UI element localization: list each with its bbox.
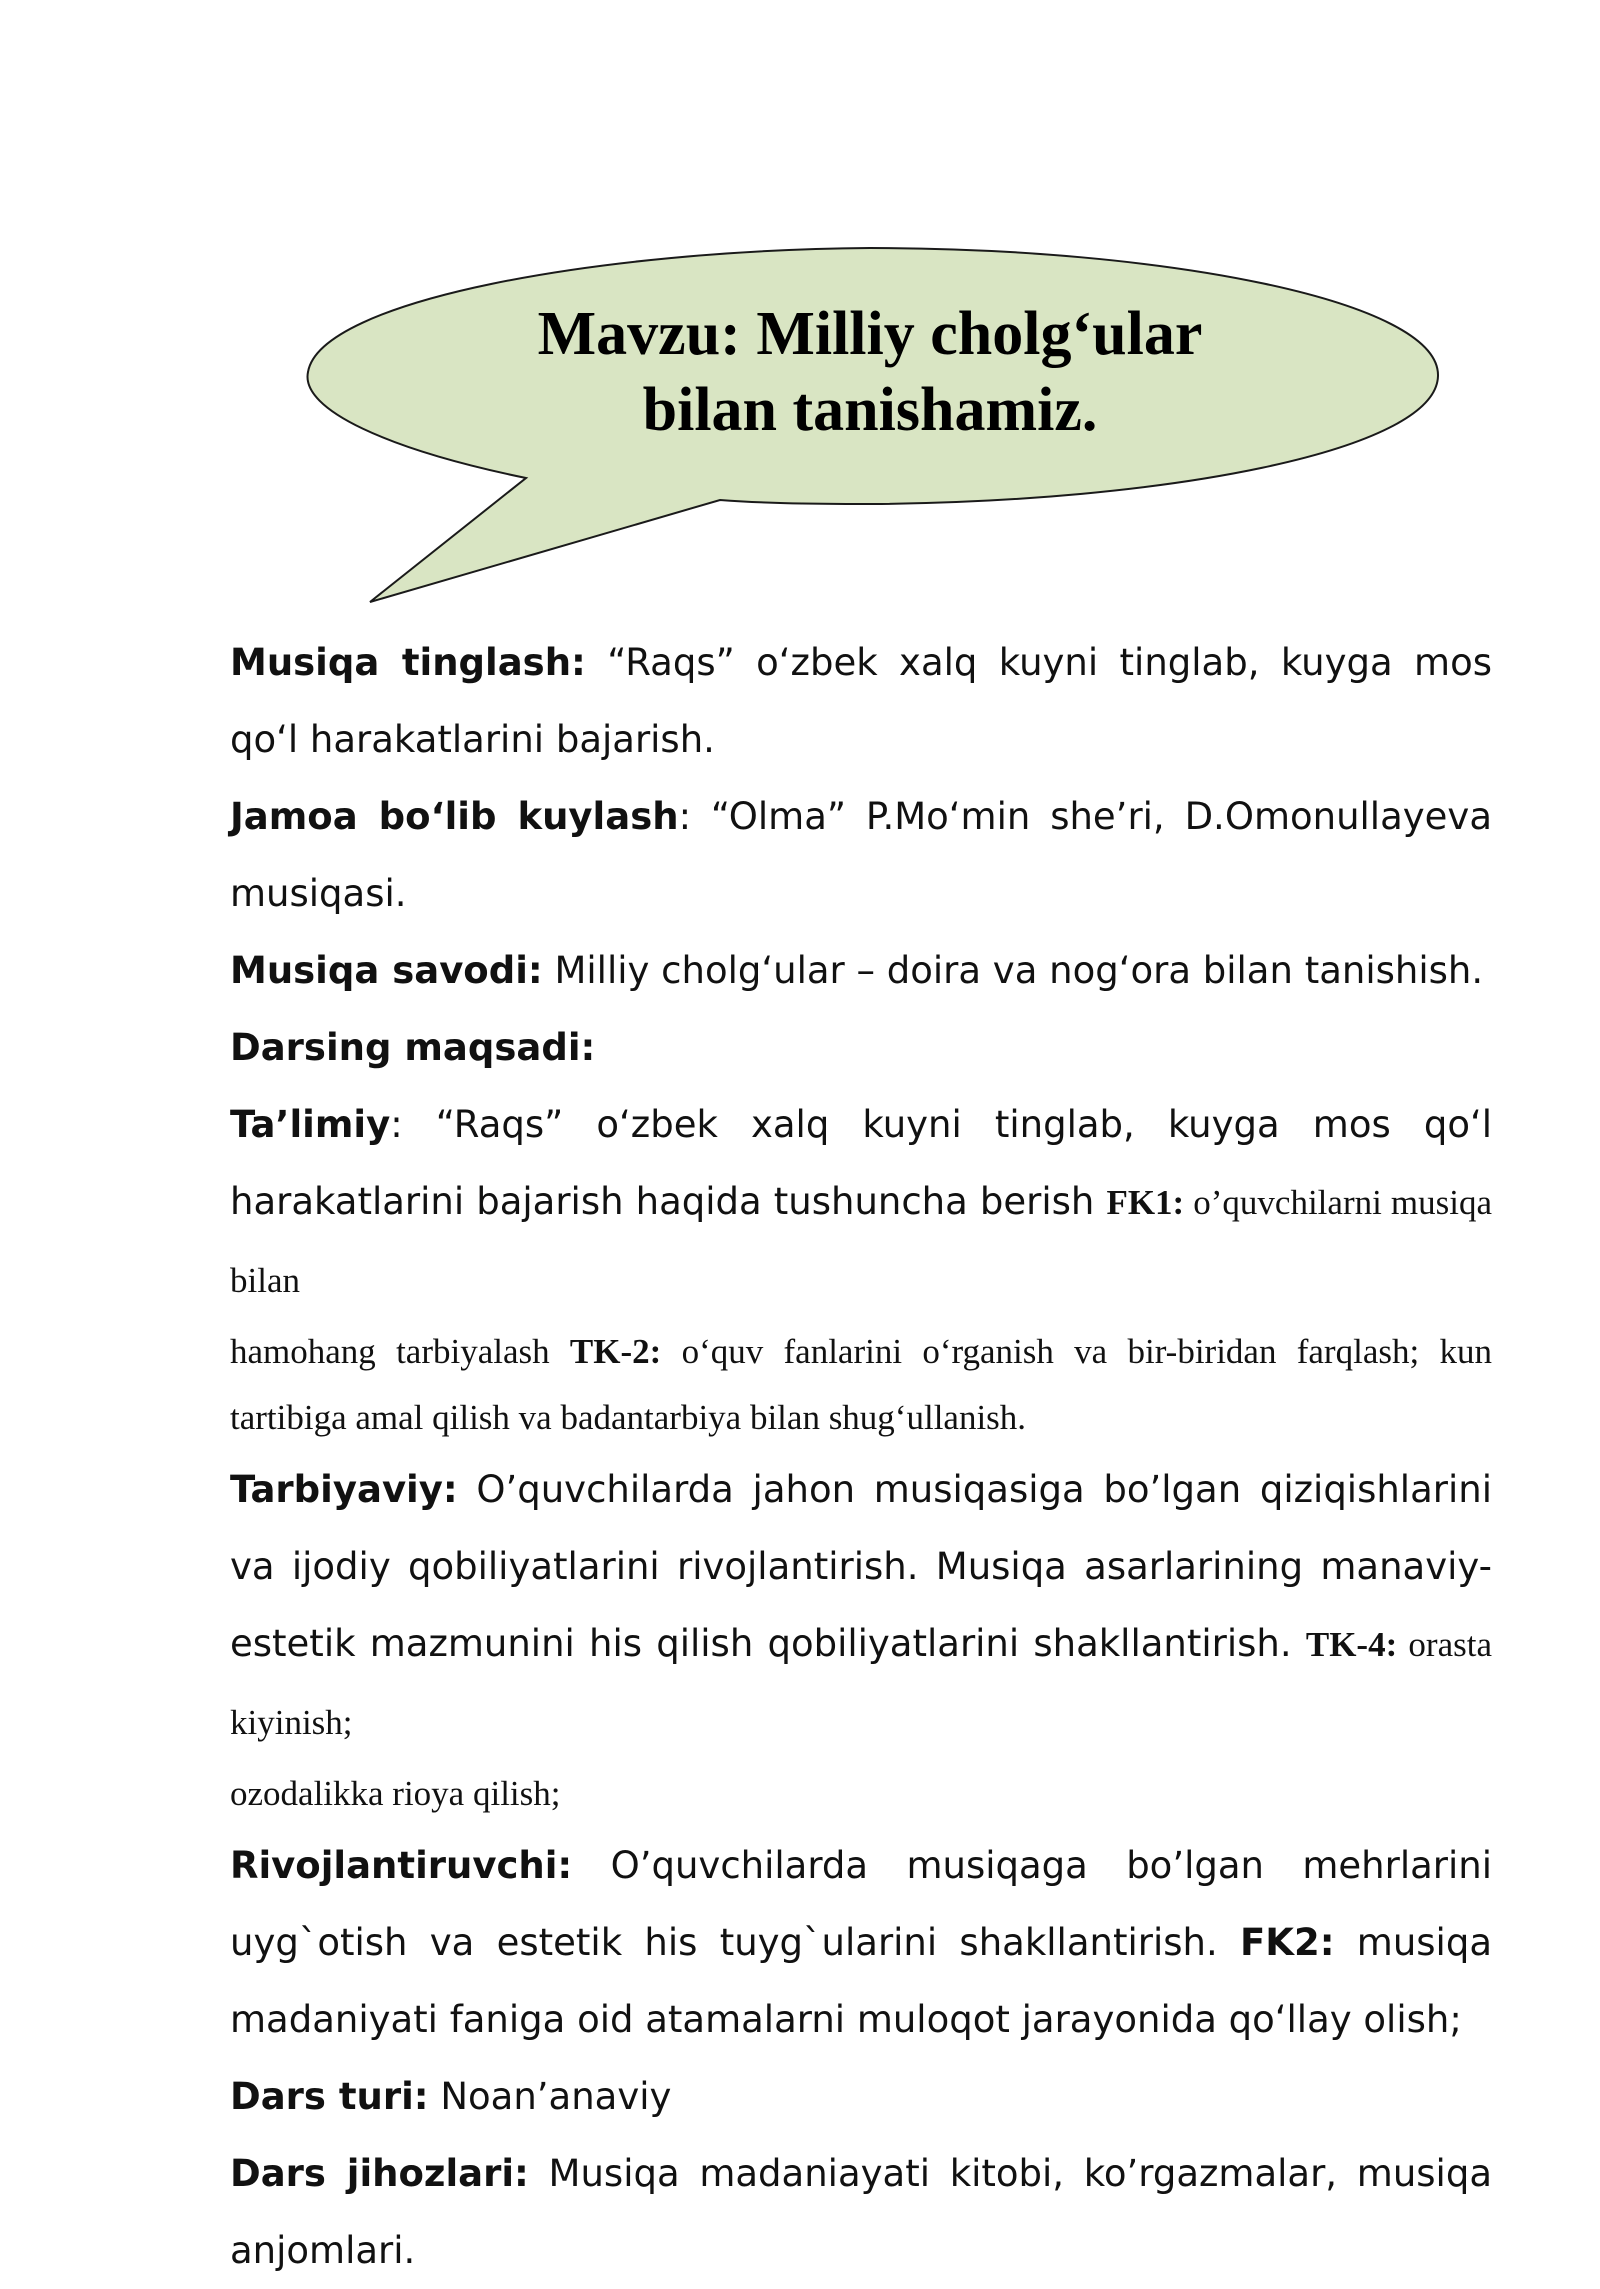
section-tinglash bbox=[230, 624, 1492, 778]
section-talimiy bbox=[230, 1086, 1492, 1319]
label-tk2: TK-2: bbox=[569, 1332, 662, 1371]
label-savod: Musiqa savodi: bbox=[230, 949, 543, 992]
section-tarbiyaviy-cont bbox=[230, 1761, 1492, 1827]
label-fk1: FK1: bbox=[1106, 1183, 1185, 1222]
text-tarbiyaviy: O’quvchilarda jahon musiqasiga bo’lgan qiziqishlarini va ijodiy qobiliyatlarini rivojlantirish. Musiqa asarlarining manaviy-estetik mazmunini his qilish qobiliyatlarini shakllantirish. bbox=[230, 1468, 1492, 1665]
colon-kuylash: : bbox=[678, 795, 692, 838]
text-fk1: o’quvchilarni musiqa bilan bbox=[230, 1183, 1492, 1300]
text-fk2: musiqa madaniyati faniga oid atamalarni muloqot jarayonida qo‘llay olish; bbox=[230, 1921, 1492, 2041]
section-jihozlar bbox=[230, 2135, 1492, 2289]
lesson-title bbox=[470, 296, 1270, 448]
label-kuylash: Jamoa bo‘lib kuylash bbox=[230, 795, 679, 838]
label-maqsad: Darsing maqsadi: bbox=[230, 1026, 596, 1069]
text-turi: Noan’anaviy bbox=[428, 2075, 672, 2118]
label-rivojlantiruvchi: Rivojlantiruvchi: bbox=[230, 1844, 573, 1887]
label-fk2: FK2: bbox=[1240, 1921, 1335, 1964]
text-savod: Milliy cholg‘ular – doira va nog‘ora bilan tanishish. bbox=[542, 949, 1484, 992]
text-fk1-cont: hamohang tarbiyalash bbox=[230, 1332, 570, 1371]
label-tarbiyaviy: Tarbiyaviy: bbox=[230, 1468, 458, 1511]
text-tinglash: “Raqs” o‘zbek xalq kuyni tinglab, kuyga mos qo‘l harakatlarini bajarish. bbox=[230, 641, 1492, 761]
label-talimiy: Ta’limiy bbox=[230, 1103, 391, 1146]
section-rivojlantiruvchi bbox=[230, 1827, 1492, 2058]
title-line-1: Mavzu: Milliy cholg‘ular bbox=[537, 300, 1203, 368]
section-turi bbox=[230, 2058, 1492, 2135]
text-kuylash: “Olma” P.Mo‘min she’ri, D.Omonullayeva musiqasi. bbox=[230, 795, 1492, 915]
text-tk4: orasta kiyinish; bbox=[230, 1625, 1492, 1742]
text-jihozlar: Musiqa madaniayati kitobi, ko’rgazmalar, musiqa anjomlari. bbox=[230, 2152, 1492, 2272]
text-tk2: o‘quv fanlarini o‘rganish va bir-biridan farqlash; kun tartibiga amal qilish va badantarbiya bilan shug‘ullanish. bbox=[230, 1332, 1492, 1437]
text-talimiy: : “Raqs” o‘zbek xalq kuyni tinglab, kuyga mos qo‘l harakatlarini bajarish haqida tushuncha berish bbox=[230, 1103, 1492, 1223]
section-tarbiyaviy bbox=[230, 1451, 1492, 1761]
section-savod bbox=[230, 932, 1492, 1009]
text-rivojlantiruvchi: O’quvchilarda musiqaga bo’lgan mehrlarini uyg`otish va estetik his tuyg`ularini shakllantirish. bbox=[230, 1844, 1492, 1964]
section-talimiy-cont bbox=[230, 1319, 1492, 1451]
title-line-2: bilan tanishamiz. bbox=[642, 376, 1098, 444]
text-tk4-cont: ozodalikka rioya qilish; bbox=[230, 1774, 561, 1813]
label-jihozlar: Dars jihozlari: bbox=[230, 2152, 529, 2195]
section-kuylash bbox=[230, 778, 1492, 932]
label-tk4: TK-4: bbox=[1305, 1625, 1398, 1664]
lesson-content bbox=[230, 624, 1492, 2289]
label-turi: Dars turi: bbox=[230, 2075, 429, 2118]
section-maqsad bbox=[230, 1009, 1492, 1086]
label-tinglash: Musiqa tinglash: bbox=[230, 641, 586, 684]
